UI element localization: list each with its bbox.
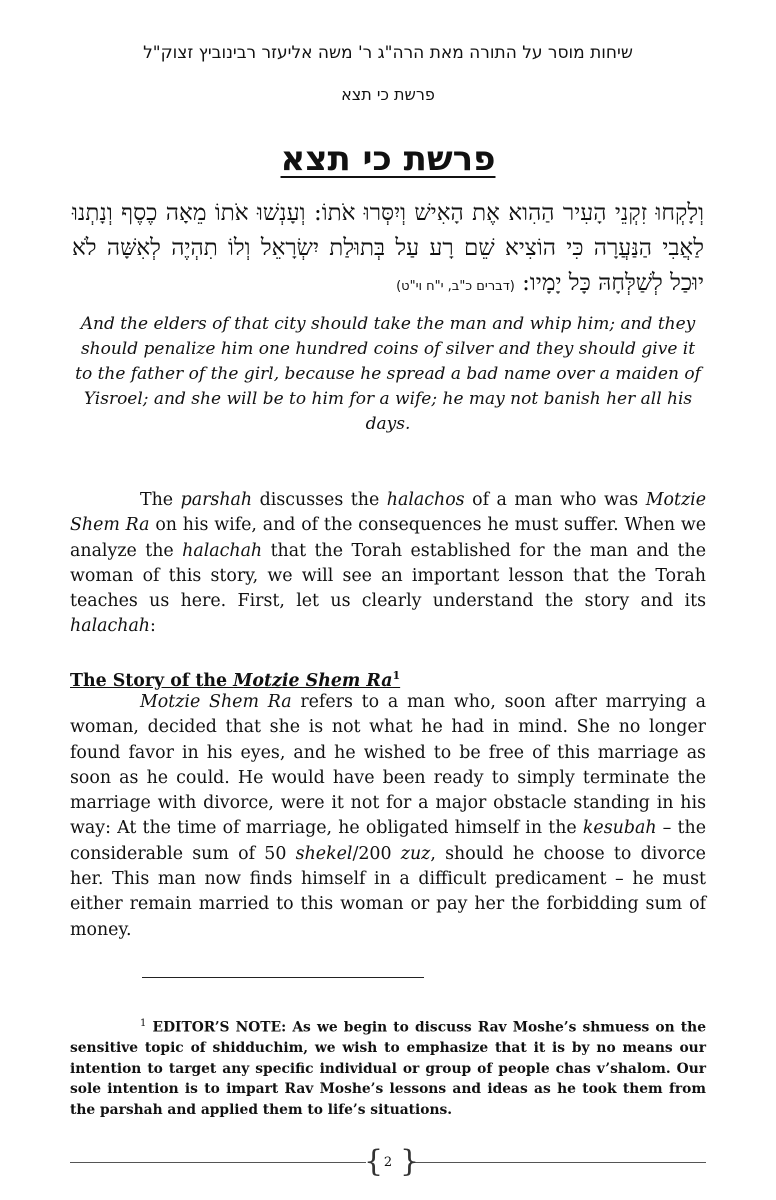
footer-rule-right [410, 1162, 706, 1163]
left-brace-ornament: { [364, 1144, 384, 1179]
italic-term: Motzie Shem Ra [70, 490, 706, 536]
footnote-marker: 1 [140, 1018, 147, 1029]
page-title [60, 136, 716, 182]
italic-term: halachah [70, 616, 151, 637]
footer-rule-left [70, 1162, 366, 1163]
footnote-text: EDITOR’S NOTE: As we begin to discuss Rav Moshe’s shmuess on the sensitive topic of shidduchim, we wish to emphasize that it is by no means our intention to target any specific individual or group of people chas v’shalom. Our sole intention is to impart Rav Moshe’s lessons and ideas as he took them from the parshah and applied them to life’s situations. [70, 1019, 706, 1118]
text-run: /200 [352, 843, 401, 864]
italic-term: halachah [182, 540, 263, 561]
italic-term: kesubah [582, 818, 657, 839]
footnote-separator [142, 977, 424, 978]
running-header-title: שיחות מוסר על התורה מאת הרה"ג ר' משה אליעזר רבינוביץ זצוק"ל [143, 43, 633, 63]
heading-italic-term: Motzie Shem Ra [233, 670, 393, 691]
text-run: discusses the [252, 490, 387, 510]
footnote [70, 1014, 706, 1120]
text-run: The [140, 490, 181, 510]
verse-text: וְלָקְחוּ זִקְנֵי הָעִיר הַהִוא אֶת הָאִישׁ וְיִסְּרוּ אֹתוֹ: וְעָנְשׁוּ אֹתוֹ מֵאָה כֶסֶף וְנָתְנוּ לַאֲבִי הַנַּעֲרָה כִּי הוֹצִיא שֵׁם רָע עַל בְּתוּלַת יִשְׂרָאֵל וְלוֹ תִהְיֶה לְאִשָּׁה לֹא יוּכַל לְשַׁלְּחָהּ כָּל יָמָיו: [72, 200, 704, 296]
verse-translation: And the elders of that city should take the man and whip him; and they should penalize him one hundred coins of silver and they should give it to the father of the girl, because he spread a bad name over a maiden of Yisroel; and she will be to him for a wife; he may not banish her all his days. [75, 314, 701, 434]
italic-term: parshah [180, 490, 253, 510]
text-run: refers to a man who, soon after marrying a woman, decided that she is not what he had in mind. She no longer found favor in his eyes, and he wished to be free of this marriage as soon as he could. He would have been ready to simply terminate the marriage with divorce, were it not for a major obstacle standing in his way: At the time of marriage, he obligated himself in the [70, 692, 706, 839]
footnote-reference[interactable]: 1 [392, 669, 401, 682]
body-paragraph-story [70, 690, 706, 943]
italic-term: zuz [400, 843, 431, 864]
text-run: that the Torah established for the man and the woman of this story, we will see an important lesson that the Torah teaches us here. First, let us clearly understand the story and its [70, 540, 706, 612]
text-run: – the considerable sum of 50 [70, 818, 707, 864]
heading-text: The Story of the [70, 670, 234, 691]
running-header-parshah: פרשת כי תצא [341, 85, 435, 104]
right-brace-ornament: } [400, 1144, 420, 1179]
italic-term: shekel [295, 843, 353, 864]
text-run: , should he choose to divorce her. This man now finds himself in a difficult predicament – he must either remain married to this woman or pay her the forbidding sum of money. [70, 843, 706, 940]
text-run: on his wife, and of the consequences he must suffer. When we analyze the [70, 515, 706, 561]
page-number: 2 [383, 1155, 393, 1170]
text-run: : [150, 616, 156, 637]
body-paragraph-intro [70, 488, 706, 640]
page-title-text: פרשת כי תצא [280, 139, 496, 179]
italic-term: halachos [386, 490, 465, 510]
text-run: of a man who was [464, 490, 646, 510]
verse-source: (דברים כ"ב, י"ח וי"ט) [396, 279, 515, 294]
italic-term: Motzie Shem Ra [140, 692, 292, 712]
section-heading [70, 664, 400, 693]
hebrew-verse [72, 196, 704, 304]
